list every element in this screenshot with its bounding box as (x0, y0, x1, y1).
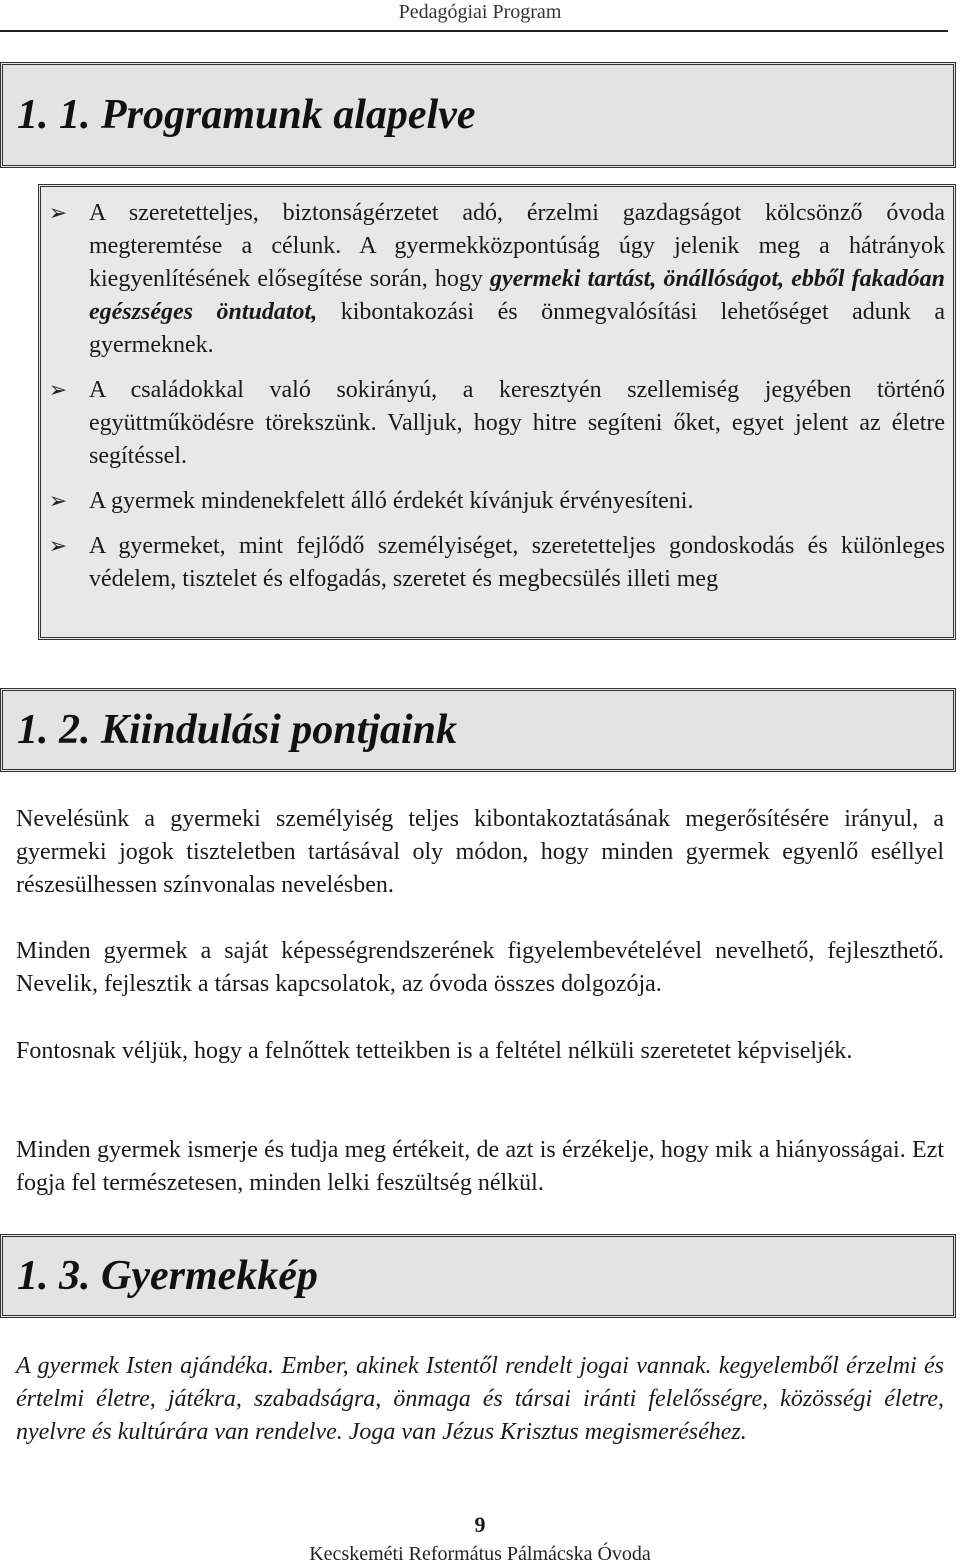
arrow-bullet-icon: ➢ (48, 534, 68, 559)
bullet-text: A családokkal való sokirányú, a keresztyén szellemiség jegyében történő együttműködésre törekszünk. Valljuk, hogy hitre segíteni őket, egyet jelent az életre segítéssel. (89, 377, 945, 469)
child-image-paragraph: A gyermek Isten ajándéka. Ember, akinek Istentől rendelt jogai vannak. kegyelemből érzelmi és értelmi életre, játékra, szabadságra, önmaga és társai iránti felelősségre, közösségi életre, nyelvre és kultúrára van rendelve. Joga van Jézus Krisztus megismeréséhez. (16, 1353, 944, 1445)
starting-points-paragraph: Minden gyermek ismerje és tudja meg értékeit, de azt is érzékelje, hogy mik a hiányosságai. Ezt fogja fel természetesen, minden lelki feszültség nélkül. (16, 1137, 944, 1196)
arrow-bullet-icon: ➢ (48, 201, 68, 226)
running-footer: Kecskeméti Református Pálmácska Óvoda (309, 1543, 651, 1565)
starting-points-paragraph: Nevelésünk a gyermeki személyiség teljes kibontakoztatásának megerősítésére irányul, a gyermeki jogok tiszteletben tartásával oly módon, hogy minden gyermek egyenlő eséllyel részesülhessen színvonalas nevelésben. (16, 806, 944, 898)
starting-points-paragraph: Fontosnak véljük, hogy a felnőttek tetteikben is a feltétel nélküli szeretetet képviseljék. (16, 1038, 853, 1064)
running-header: Pedagógiai Program (398, 1, 562, 23)
arrow-bullet-icon: ➢ (48, 378, 68, 403)
bullet-text: A gyermek mindenekfelett álló érdekét kívánjuk érvényesíteni. (89, 488, 694, 514)
starting-points-paragraph: Minden gyermek a saját képességrendszerének figyelembevételével nevelhető, fejleszthető. Nevelik, fejlesztik a társas kapcsolatok, az óvoda összes dolgozója. (16, 938, 944, 997)
principles-bullet-box (38, 184, 956, 640)
principle-bullet (48, 485, 945, 518)
arrow-bullet-icon: ➢ (48, 489, 68, 514)
header-divider (0, 30, 948, 32)
bullet-text: A gyermeket, mint fejlődő személyiséget, szeretetteljes gondoskodás és különleges védelem, tisztelet és elfogadás, szeretet és megbecsülés illeti meg (89, 533, 945, 592)
section-heading-starting-points: 1. 2. Kiindulási pontjaink (0, 688, 956, 772)
page-number: 9 (474, 1512, 486, 1537)
section-heading-principles: 1. 1. Programunk alapelve (0, 62, 956, 168)
bullet-text: A szeretetteljes, biztonságérzetet adó, érzelmi gazdagságot kölcsönző óvoda megteremtése a célunk. A gyermekközpontúság úgy jelenik meg a hátrányok kiegyenlítésének elősegítése során, hogy (89, 200, 945, 292)
bullet-emphasis: gyermeki tartást, önállóságot, ebből fakadóan egészséges öntudatot, (89, 266, 945, 325)
principle-bullet (48, 530, 945, 596)
section-heading-child-image: 1. 3. Gyermekkép (0, 1234, 956, 1318)
principle-bullet (48, 197, 946, 362)
principle-bullet (48, 374, 945, 473)
bullet-text: kibontakozási és önmegvalósítási lehetőséget adunk a gyermeknek. (89, 299, 946, 358)
